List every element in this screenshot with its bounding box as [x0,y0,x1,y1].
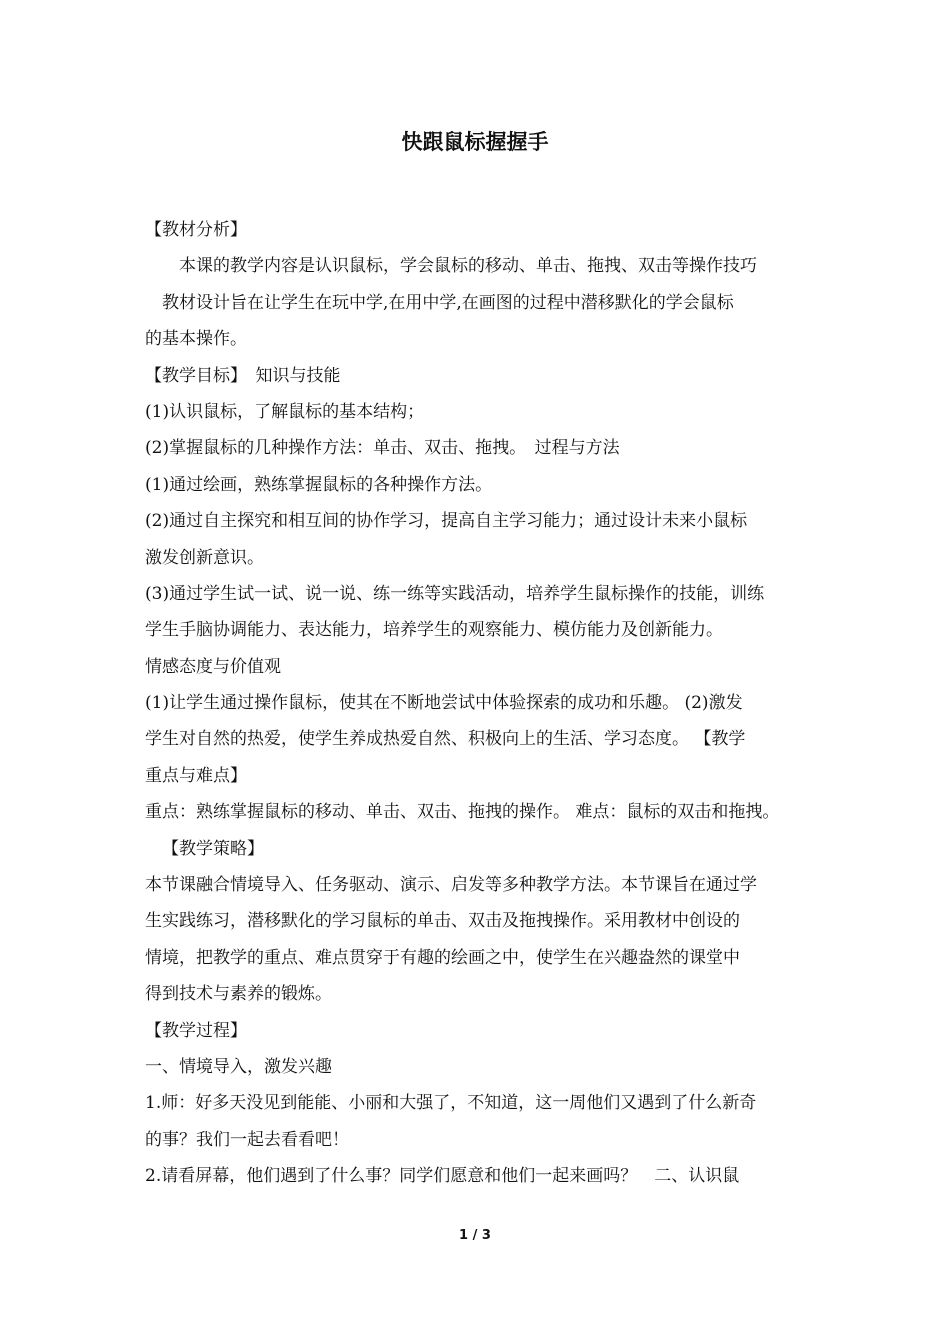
paragraph-line: (2)掌握鼠标的几种操作方法：单击、双击、拖拽。 过程与方法 [145,438,620,459]
section-heading-goals: 【教学目标】 知识与技能 [145,365,341,386]
paragraph-line: 一、情境导入，激发兴趣 [145,1056,332,1077]
paragraph-line: (1)通过绘画，熟练掌握鼠标的各种操作方法。 [145,474,493,495]
paragraph-line: 教材设计旨在让学生在玩中学,在用中学,在画图的过程中潜移默化的学会鼠标 [162,292,734,313]
paragraph-line: 重点与难点】 [145,765,247,786]
document-title: 快跟鼠标握握手 [401,130,549,154]
section-heading-materials: 【教材分析】 [145,220,247,240]
paragraph-line: (3)通过学生试一试、说一说、练一练等实践活动，培养学生鼠标操作的技能，训练 [145,583,765,604]
section-heading-strategy: 【教学策略】 [162,838,264,859]
subheading-attitude: 情感态度与价值观 [145,656,281,677]
paragraph-line: 得到技术与素养的锻炼。 [145,984,332,1005]
paragraph-line: 本课的教学内容是认识鼠标，学会鼠标的移动、单击、拖拽、双击等操作技巧 [179,256,757,277]
paragraph-line: 1.师：好多天没见到能能、小丽和大强了，不知道，这一周他们又遇到了什么新奇 [145,1093,757,1114]
paragraph-line: 的基本操作。 [145,329,247,350]
document-body [145,212,825,1195]
paragraph-line: (1)认识鼠标，了解鼠标的基本结构； [145,401,425,422]
paragraph-line: 2.请看屏幕，他们遇到了什么事？同学们愿意和他们一起来画吗？ 二、认识鼠 [145,1166,740,1187]
paragraph-line: 生实践练习，潜移默化的学习鼠标的单击、双击及拖拽操作。采用教材中创设的 [145,911,740,932]
paragraph-line: 的事？我们一起去看看吧！ [145,1129,349,1150]
paragraph-line: 学生对自然的热爱，使学生养成热爱自然、积极向上的生活、学习态度。 【教学 [145,729,746,750]
paragraph-line: 激发创新意识。 [145,547,264,568]
paragraph-line: (1)让学生通过操作鼠标，使其在不断地尝试中体验探索的成功和乐趣。 (2)激发 [145,693,743,714]
paragraph-line: 情境，把教学的重点、难点贯穿于有趣的绘画之中，使学生在兴趣盎然的课堂中 [145,947,740,968]
section-heading-process: 【教学过程】 [145,1020,247,1041]
paragraph-line: 重点：熟练掌握鼠标的移动、单击、双击、拖拽的操作。 难点：鼠标的双击和拖拽。 [145,802,780,823]
page-number: 1 / 3 [459,1228,491,1243]
paragraph-line: 学生手脑协调能力、表达能力，培养学生的观察能力、模仿能力及创新能力。 [145,620,723,641]
paragraph-line: (2)通过自主探究和相互间的协作学习，提高自主学习能力；通过设计未来小鼠标 [145,511,748,532]
paragraph-line: 本节课融合情境导入、任务驱动、演示、启发等多种教学方法。本节课旨在通过学 [145,875,757,896]
